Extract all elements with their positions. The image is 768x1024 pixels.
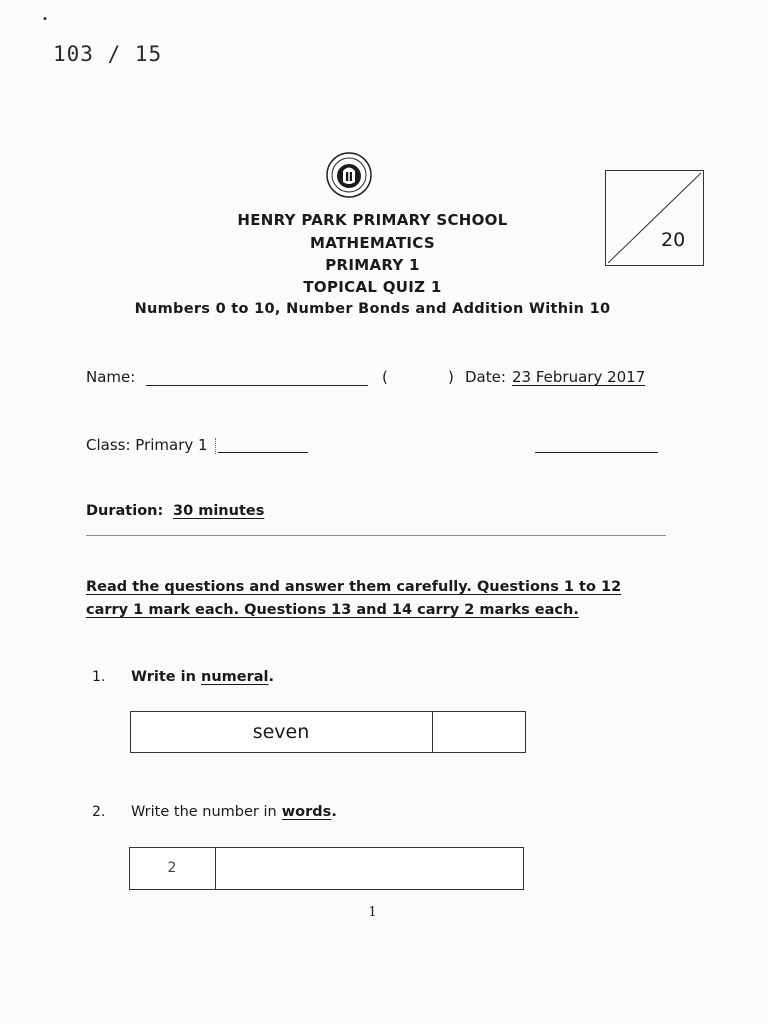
corner-mark: • xyxy=(42,14,48,25)
prompt-number: 2 xyxy=(167,860,177,876)
school-crest-icon xyxy=(326,152,372,198)
class-label: Class: Primary 1 xyxy=(86,436,208,454)
subject: MATHEMATICS xyxy=(310,234,435,252)
class-line[interactable] xyxy=(218,452,308,453)
answer-cell[interactable] xyxy=(215,848,524,889)
question-text xyxy=(131,804,337,820)
date-value: 23 February 2017 xyxy=(512,368,646,386)
page-number: 1 xyxy=(368,905,377,920)
date-label: Date: xyxy=(465,368,506,386)
prompt-word: seven xyxy=(252,721,310,743)
duration-label: Duration: xyxy=(86,503,164,519)
class-cursor xyxy=(215,438,217,454)
answer-box xyxy=(129,847,524,890)
name-label: Name: xyxy=(86,368,136,386)
score-total: 20 xyxy=(661,229,686,251)
duration-value: 30 minutes xyxy=(173,503,265,519)
question-number: 1. xyxy=(92,669,106,685)
school-name: HENRY PARK PRIMARY SCHOOL xyxy=(237,211,508,229)
signature-line[interactable] xyxy=(535,452,658,453)
question-keyword: words xyxy=(281,804,332,820)
answer-cell[interactable] xyxy=(432,712,526,752)
level: PRIMARY 1 xyxy=(325,256,420,274)
question-suffix: . xyxy=(268,669,275,685)
paren-close: ) xyxy=(448,368,454,386)
section-divider xyxy=(86,535,666,536)
question-suffix: . xyxy=(331,804,337,820)
answer-box xyxy=(130,711,526,753)
topic: Numbers 0 to 10, Number Bonds and Addition Within 10 xyxy=(134,301,611,317)
question-keyword: numeral xyxy=(201,669,269,685)
question-text xyxy=(131,669,274,685)
instructions-line-1: Read the questions and answer them carefully. Questions 1 to 12 xyxy=(86,579,622,595)
quiz-title: TOPICAL QUIZ 1 xyxy=(303,278,442,296)
question-prefix: Write in xyxy=(131,669,196,685)
question-prefix: Write the number in xyxy=(131,804,277,820)
instructions-line-2: carry 1 mark each. Questions 13 and 14 carry 2 marks each. xyxy=(86,602,579,618)
handwritten-score: 103 / 15 xyxy=(53,42,163,66)
name-line[interactable] xyxy=(146,385,368,386)
paren-open: ( xyxy=(382,368,388,386)
question-number: 2. xyxy=(92,804,106,820)
